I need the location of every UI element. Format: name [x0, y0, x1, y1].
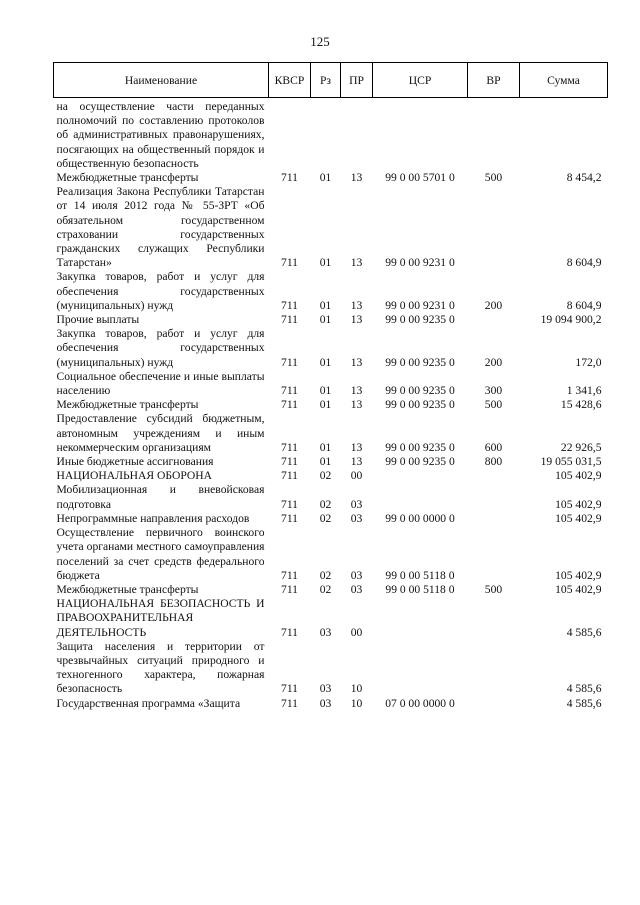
- row-name: НАЦИОНАЛЬНАЯ БЕЗОПАСНОСТЬ И ПРАВООХРАНИТЕЛЬНАЯ ДЕЯТЕЛЬНОСТЬ: [56, 597, 265, 639]
- row-name: Иные бюджетные ассигнования: [56, 455, 214, 469]
- row-sum: 105 402,9: [555, 497, 602, 511]
- row-name: Социальное обеспечение и иные выплаты населению: [56, 369, 265, 398]
- row-kvsr: 711: [281, 511, 298, 525]
- row-sum: 172,0: [575, 355, 602, 369]
- row-name: Межбюджетные трансферты: [56, 398, 199, 412]
- row-rz: 03: [319, 682, 332, 696]
- row-rz: 01: [319, 355, 332, 369]
- row-kvsr: 711: [281, 625, 298, 639]
- row-name: Мобилизационная и вневойсковая подготовка: [56, 483, 265, 511]
- row-kvsr: 711: [281, 455, 298, 469]
- row-name: НАЦИОНАЛЬНАЯ ОБОРОНА: [56, 469, 213, 483]
- row-rz: 01: [319, 298, 332, 312]
- row-csr: 99 0 00 9231 0: [385, 298, 455, 312]
- table-body: [54, 98, 608, 711]
- row-name: Реализация Закона Республики Татарстан от 14 июля 2012 года № 55-ЗРТ «Об обязательном государственном страховании государственных гражданских служащих Республики Татарстан»: [56, 185, 265, 270]
- row-name: на осуществление части переданных полномочий по составлению протоколов об административных правонарушениях, посягающих на общественный порядок и общественную безопасность: [56, 100, 265, 170]
- row-name: Непрограммные направления расходов: [56, 511, 250, 525]
- table-row: [54, 313, 608, 327]
- row-sum: 105 402,9: [555, 568, 602, 582]
- row-kvsr: 711: [281, 497, 298, 511]
- table-header-row: [54, 63, 608, 98]
- row-vr: 500: [484, 582, 503, 596]
- row-vr: [468, 526, 520, 583]
- row-rz: 02: [319, 582, 332, 596]
- table-row: [54, 512, 608, 526]
- row-csr: 99 0 00 9235 0: [385, 440, 455, 454]
- row-kvsr: 711: [281, 256, 298, 270]
- table-row: [54, 469, 608, 483]
- row-csr: [373, 469, 468, 483]
- table-row: [54, 185, 608, 270]
- row-vr: [468, 597, 520, 640]
- row-sum: 4 585,6: [566, 625, 602, 639]
- row-rz: 01: [319, 455, 332, 469]
- row-rz: 01: [319, 256, 332, 270]
- row-vr: [468, 512, 520, 526]
- row-sum: 105 402,9: [555, 582, 602, 596]
- row-sum: 15 428,6: [560, 398, 602, 412]
- row-kvsr: [269, 98, 311, 172]
- row-sum: 105 402,9: [555, 511, 602, 525]
- row-csr: 99 0 00 9235 0: [385, 455, 455, 469]
- row-pr: 13: [350, 298, 363, 312]
- row-name: Межбюджетные трансферты: [56, 171, 199, 185]
- row-vr: [468, 697, 520, 711]
- row-sum: 8 604,9: [566, 298, 602, 312]
- row-kvsr: 711: [281, 469, 298, 483]
- row-csr: 99 0 00 5118 0: [385, 568, 455, 582]
- header-sum: Сумма: [520, 63, 608, 98]
- row-csr: 99 0 00 9235 0: [385, 398, 455, 412]
- row-sum: 19 094 900,2: [540, 313, 602, 327]
- row-name: Закупка товаров, работ и услуг для обеспечения государственных (муниципальных) нужд: [56, 327, 265, 369]
- row-pr: 00: [350, 625, 363, 639]
- row-pr: 03: [350, 511, 363, 525]
- table-row: [54, 526, 608, 583]
- row-vr: 600: [484, 440, 503, 454]
- row-pr: 03: [350, 497, 363, 511]
- row-vr: [468, 483, 520, 511]
- row-vr: [468, 469, 520, 483]
- row-rz: 02: [319, 568, 332, 582]
- page-number: 125: [310, 34, 330, 49]
- row-rz: 01: [319, 440, 332, 454]
- row-vr: [468, 640, 520, 697]
- row-sum: [520, 98, 608, 172]
- table-row: [54, 370, 608, 398]
- row-sum: 8 604,9: [566, 256, 602, 270]
- row-pr: 13: [350, 171, 363, 185]
- row-csr: 99 0 00 0000 0: [385, 511, 455, 525]
- header-kvsr: КВСР: [269, 63, 311, 98]
- header-vr: ВР: [468, 63, 520, 98]
- row-vr: 800: [484, 455, 503, 469]
- row-pr: 10: [350, 682, 363, 696]
- header-csr: ЦСР: [373, 63, 468, 98]
- row-pr: 13: [350, 398, 363, 412]
- table-row: [54, 270, 608, 313]
- row-pr: 13: [350, 440, 363, 454]
- table-row: [54, 640, 608, 697]
- table-row: [54, 455, 608, 469]
- row-pr: 10: [350, 696, 363, 710]
- table-row: [54, 583, 608, 597]
- row-pr: 03: [350, 582, 363, 596]
- table-row: [54, 171, 608, 185]
- row-pr: 00: [350, 469, 363, 483]
- row-rz: 02: [319, 497, 332, 511]
- row-name: Межбюджетные трансферты: [56, 582, 199, 596]
- row-kvsr: 711: [281, 171, 298, 185]
- row-name: Осуществление первичного воинского учета органами местного самоуправления поселений за счет средств федерального бюджета: [56, 526, 265, 582]
- row-rz: 02: [319, 511, 332, 525]
- row-sum: 22 926,5: [560, 440, 602, 454]
- row-kvsr: 711: [281, 355, 298, 369]
- row-pr: [341, 98, 373, 172]
- row-name: Закупка товаров, работ и услуг для обеспечения государственных (муниципальных) нужд: [56, 270, 265, 312]
- row-sum: 1 341,6: [566, 384, 602, 398]
- budget-table: [53, 62, 608, 711]
- row-csr: 99 0 00 9235 0: [385, 384, 455, 398]
- row-vr: [468, 313, 520, 327]
- row-pr: 13: [350, 384, 363, 398]
- row-name: Предоставление субсидий бюджетным, автономным учреждениям и иным некоммерческим организациям: [56, 412, 265, 454]
- row-kvsr: 711: [281, 568, 298, 582]
- row-name: Прочие выплаты: [56, 313, 140, 327]
- row-vr: 300: [484, 384, 503, 398]
- row-kvsr: 711: [281, 440, 298, 454]
- row-rz: [311, 98, 341, 172]
- row-sum: 4 585,6: [566, 696, 602, 710]
- row-name: Государственная программа «Защита: [56, 696, 241, 710]
- row-rz: 01: [319, 384, 332, 398]
- row-sum: 105 402,9: [555, 469, 602, 483]
- row-sum: 19 055 031,5: [540, 455, 602, 469]
- row-pr: 13: [350, 256, 363, 270]
- row-csr: 99 0 00 5701 0: [385, 171, 455, 185]
- row-pr: 13: [350, 355, 363, 369]
- row-kvsr: 711: [281, 696, 298, 710]
- row-rz: 01: [319, 171, 332, 185]
- row-kvsr: 711: [281, 313, 298, 327]
- table-row: [54, 597, 608, 640]
- row-vr: 500: [484, 398, 503, 412]
- row-vr: 500: [484, 171, 503, 185]
- header-rz: Рз: [311, 63, 341, 98]
- row-pr: 03: [350, 568, 363, 582]
- row-vr: [468, 185, 520, 270]
- row-csr: 07 0 00 0000 0: [385, 696, 455, 710]
- row-rz: 03: [319, 696, 332, 710]
- header-pr: ПР: [341, 63, 373, 98]
- row-pr: 13: [350, 455, 363, 469]
- row-vr: 200: [484, 355, 503, 369]
- row-csr: [373, 483, 468, 511]
- row-vr: 200: [484, 298, 503, 312]
- row-csr: [373, 597, 468, 640]
- row-kvsr: 711: [281, 298, 298, 312]
- row-sum: 8 454,2: [566, 171, 602, 185]
- row-rz: 01: [319, 313, 332, 327]
- table-row: [54, 697, 608, 711]
- row-kvsr: 711: [281, 398, 298, 412]
- row-rz: 01: [319, 398, 332, 412]
- row-csr: 99 0 00 9235 0: [385, 313, 455, 327]
- row-rz: 02: [319, 469, 332, 483]
- row-csr: [373, 640, 468, 697]
- row-kvsr: 711: [281, 682, 298, 696]
- header-name: Наименование: [54, 63, 269, 98]
- row-sum: 4 585,6: [566, 682, 602, 696]
- table-row: [54, 412, 608, 455]
- row-vr: [468, 98, 520, 172]
- row-csr: 99 0 00 5118 0: [385, 582, 455, 596]
- table-row: [54, 483, 608, 511]
- table-row: [54, 98, 608, 172]
- table-row: [54, 327, 608, 370]
- row-rz: 03: [319, 625, 332, 639]
- table-row: [54, 398, 608, 412]
- row-kvsr: 711: [281, 384, 298, 398]
- row-kvsr: 711: [281, 582, 298, 596]
- row-csr: 99 0 00 9231 0: [385, 256, 455, 270]
- row-csr: 99 0 00 9235 0: [385, 355, 455, 369]
- row-name: Защита населения и территории от чрезвычайных ситуаций природного и техногенного характера, пожарная безопасность: [56, 639, 265, 696]
- row-pr: 13: [350, 313, 363, 327]
- row-csr: [373, 98, 468, 172]
